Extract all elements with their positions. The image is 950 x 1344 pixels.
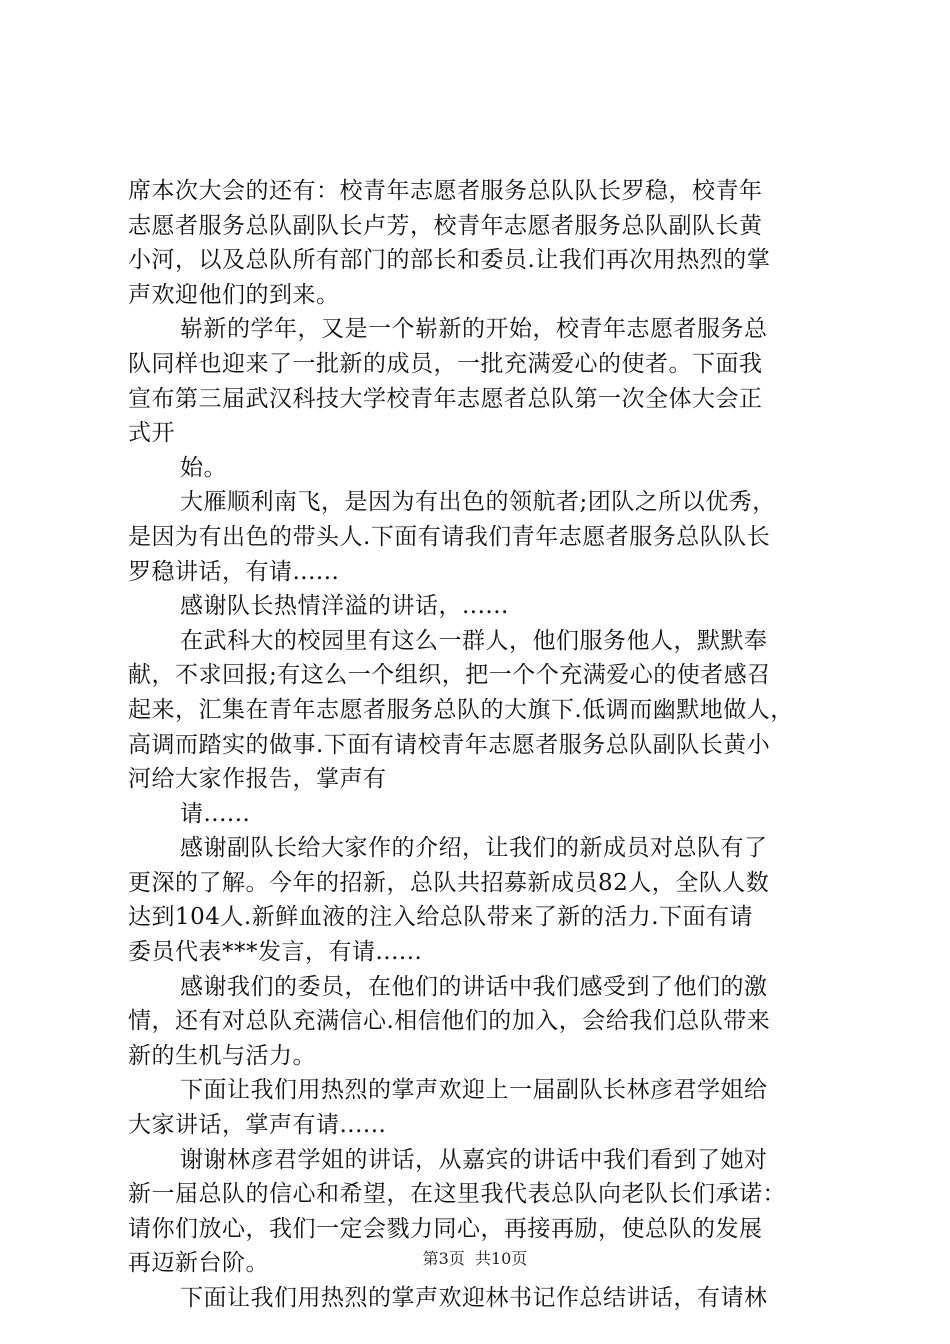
text-line: 感谢我们的委员，在他们的讲话中我们感受到了他们的激 bbox=[180, 973, 768, 1000]
text-line: 罗稳讲话，有请...... bbox=[128, 558, 340, 585]
body-text bbox=[128, 174, 828, 1316]
text-line: 请...... bbox=[180, 800, 251, 827]
text-line: 式开 bbox=[128, 420, 175, 447]
text-line: 达到104人.新鲜血液的注入给总队带来了新的活力.下面有请 bbox=[128, 904, 754, 931]
text-line: 起来，汇集在青年志愿者服务总队的大旗下.低调而幽默地做人， bbox=[128, 696, 794, 723]
text-line: 声欢迎他们的到来。 bbox=[128, 281, 340, 308]
text-line: 河给大家作报告，掌声有 bbox=[128, 766, 387, 793]
text-line: 新的生机与活力。 bbox=[128, 1042, 316, 1069]
text-line: 情，还有对总队充满信心.相信他们的加入，会给我们总队带来 bbox=[128, 1008, 771, 1035]
text-line: 始。 bbox=[180, 454, 227, 481]
text-line: 宣布第三届武汉科技大学校青年志愿者总队第一次全体大会正 bbox=[128, 385, 763, 412]
text-line: 崭新的学年，又是一个崭新的开始，校青年志愿者服务总 bbox=[180, 316, 768, 343]
text-line: 下面让我们用热烈的掌声欢迎上一届副队长林彦君学姐给 bbox=[180, 1077, 768, 1104]
text-line: 席本次大会的还有：校青年志愿者服务总队队长罗稳，校青年 bbox=[128, 178, 763, 204]
text-line: 大雁顺利南飞，是因为有出色的领航者;团队之所以优秀， bbox=[180, 489, 776, 516]
text-line: 在武科大的校园里有这么一群人，他们服务他人，默默奉 bbox=[180, 627, 768, 654]
text-line: 是因为有出色的带头人.下面有请我们青年志愿者服务总队队长 bbox=[128, 523, 771, 550]
text-line: 下面让我们用热烈的掌声欢迎林书记作总结讲话，有请林 bbox=[180, 1285, 768, 1311]
text-line: 感谢队长热情洋溢的讲话，...... bbox=[180, 593, 509, 620]
text-line: 大家讲话，掌声有请...... bbox=[128, 1112, 387, 1139]
text-line: 请你们放心，我们一定会戮力同心，再接再励，使总队的发展 bbox=[128, 1215, 763, 1242]
text-line: 志愿者服务总队副队长卢芳，校青年志愿者服务总队副队长黄 bbox=[128, 212, 763, 239]
text-line: 再迈新台阶。 bbox=[128, 1250, 269, 1277]
text-line: 委员代表***发言，有请...... bbox=[128, 939, 423, 966]
page-number-footer: 第3页 共10页 bbox=[422, 1249, 528, 1268]
text-line: 新一届总队的信心和希望，在这里我代表总队向老队长们承诺： bbox=[128, 1181, 786, 1208]
text-line: 小河，以及总队所有部门的部长和委员.让我们再次用热烈的掌 bbox=[128, 247, 771, 274]
text-line: 队同样也迎来了一批新的成员，一批充满爱心的使者。下面我 bbox=[128, 350, 763, 377]
text-line: 高调而踏实的做事.下面有请校青年志愿者服务总队副队长黄小 bbox=[128, 731, 771, 758]
text-line: 谢谢林彦君学姐的讲话，从嘉宾的讲话中我们看到了她对 bbox=[180, 1146, 768, 1173]
text-line: 更深的了解。今年的招新，总队共招募新成员82人，全队人数 bbox=[128, 869, 770, 896]
text-line: 感谢副队长给大家作的介绍，让我们的新成员对总队有了 bbox=[180, 835, 768, 862]
text-line: 献，不求回报;有这么一个组织，把一个个充满爱心的使者感召 bbox=[128, 662, 771, 689]
